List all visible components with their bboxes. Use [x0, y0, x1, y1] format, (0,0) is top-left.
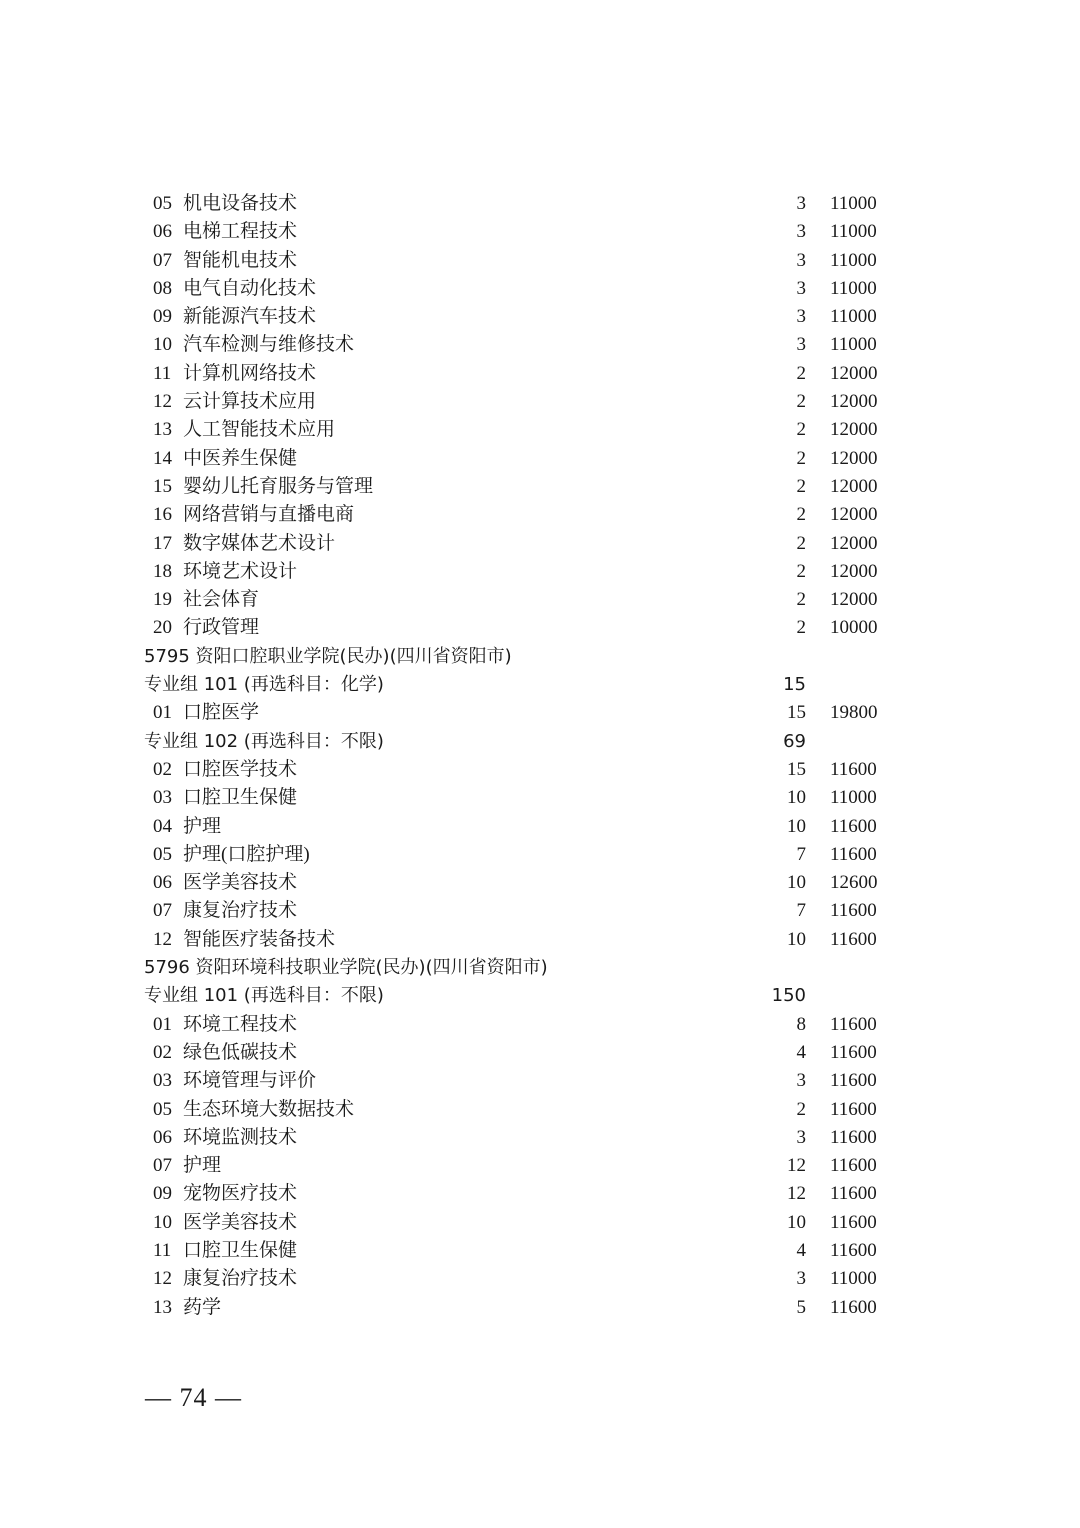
major-name: 智能医疗装备技术: [183, 928, 336, 950]
tuition-fee: 11600: [830, 1041, 877, 1063]
tuition-fee: 11600: [830, 1211, 877, 1233]
plan-count: 15: [787, 702, 806, 724]
plan-count: 3: [796, 306, 806, 328]
major-row: [0, 756, 1080, 784]
major-name: 环境艺术设计: [183, 560, 298, 582]
major-row: [0, 813, 1080, 841]
major-name: 医学美容技术: [183, 1211, 298, 1233]
major-code: 06: [153, 1126, 172, 1148]
major-name: 机电设备技术: [183, 193, 298, 214]
tuition-fee: 11600: [830, 1098, 877, 1120]
major-name: 生态环境大数据技术: [183, 1098, 355, 1120]
tuition-fee: 11000: [830, 277, 877, 299]
tuition-fee: 12000: [830, 447, 878, 469]
major-group-heading: [0, 671, 1080, 699]
plan-count: 2: [796, 419, 806, 441]
major-code: 20: [153, 617, 172, 639]
major-name: 环境管理与评价: [183, 1070, 317, 1092]
major-row: [0, 1096, 1080, 1124]
group-name: 专业组 101 (再选科目：不限): [144, 985, 384, 1007]
school-heading: [0, 954, 1080, 982]
major-code: 10: [153, 334, 172, 356]
major-row: [0, 190, 1080, 218]
group-plan-total: 69: [783, 730, 806, 752]
major-row: [0, 1152, 1080, 1180]
plan-count: 10: [787, 928, 806, 950]
plan-count: 4: [796, 1239, 806, 1261]
major-name: 新能源汽车技术: [183, 306, 317, 328]
plan-count: 2: [796, 532, 806, 554]
tuition-fee: 12000: [830, 504, 878, 526]
major-code: 05: [153, 843, 172, 865]
major-name: 药学: [183, 1296, 222, 1318]
major-name: 护理: [183, 815, 222, 837]
major-code: 17: [153, 532, 172, 554]
major-row: [0, 247, 1080, 275]
major-name: 医学美容技术: [183, 872, 298, 894]
plan-count: 3: [796, 249, 806, 271]
tuition-fee: 11600: [830, 1126, 877, 1148]
major-row: [0, 1180, 1080, 1208]
major-code: 15: [153, 475, 172, 497]
plan-count: 10: [787, 1211, 806, 1233]
major-row: [0, 869, 1080, 897]
plan-count: 10: [787, 872, 806, 894]
major-name: 康复治疗技术: [183, 1268, 298, 1290]
major-code: 03: [153, 787, 172, 809]
major-name: 电气自动化技术: [183, 277, 317, 299]
major-code: 09: [153, 1183, 172, 1205]
major-row: [0, 926, 1080, 954]
major-name: 环境工程技术: [183, 1013, 298, 1035]
major-name: 智能机电技术: [183, 249, 298, 271]
plan-count: 4: [796, 1041, 806, 1063]
plan-count: 12: [787, 1155, 806, 1177]
tuition-fee: 10000: [830, 617, 878, 639]
major-row: [0, 1265, 1080, 1293]
major-name: 数字媒体艺术设计: [183, 532, 336, 554]
tuition-fee: 11000: [830, 306, 877, 328]
plan-count: 2: [796, 560, 806, 582]
tuition-fee: 12000: [830, 589, 878, 611]
major-row: [0, 1209, 1080, 1237]
school-heading: [0, 643, 1080, 671]
major-name: 口腔卫生保健: [183, 1239, 298, 1261]
tuition-fee: 12000: [830, 419, 878, 441]
group-name: 专业组 101 (再选科目：化学): [144, 674, 384, 696]
plan-count: 3: [796, 1126, 806, 1148]
tuition-fee: 11600: [830, 900, 877, 922]
major-row: [0, 897, 1080, 925]
page-number: — 74 —: [145, 1383, 242, 1412]
plan-count: 3: [796, 193, 806, 214]
major-group-heading: [0, 982, 1080, 1010]
tuition-fee: 11600: [830, 1013, 877, 1035]
group-plan-total: 150: [771, 985, 806, 1007]
major-code: 06: [153, 872, 172, 894]
major-code: 10: [153, 1211, 172, 1233]
tuition-fee: 12000: [830, 362, 878, 384]
major-row: [0, 1237, 1080, 1265]
major-row: [0, 530, 1080, 558]
major-name: 社会体育: [183, 589, 260, 611]
major-row: [0, 501, 1080, 529]
major-group-heading: [0, 728, 1080, 756]
plan-count: 2: [796, 475, 806, 497]
major-name: 宠物医疗技术: [183, 1183, 298, 1205]
major-row: [0, 784, 1080, 812]
major-name: 人工智能技术应用: [183, 419, 336, 441]
major-row: [0, 1011, 1080, 1039]
major-name: 汽车检测与维修技术: [183, 334, 355, 356]
school-name: 5796 资阳环境科技职业学院(民办)(四川省资阳市): [144, 957, 548, 979]
tuition-fee: 11600: [830, 1239, 877, 1261]
major-row: [0, 416, 1080, 444]
major-code: 02: [153, 758, 172, 780]
plan-count: 7: [796, 843, 806, 865]
tuition-fee: 12000: [830, 391, 878, 413]
plan-count: 3: [796, 334, 806, 356]
major-code: 12: [153, 391, 172, 413]
major-name: 口腔医学技术: [183, 758, 298, 780]
tuition-fee: 11600: [830, 928, 877, 950]
major-row: [0, 218, 1080, 246]
major-code: 09: [153, 306, 172, 328]
major-row: [0, 1067, 1080, 1095]
major-name: 环境监测技术: [183, 1126, 298, 1148]
major-code: 12: [153, 1268, 172, 1290]
plan-count: 15: [787, 758, 806, 780]
major-row: [0, 614, 1080, 642]
major-name: 计算机网络技术: [183, 362, 317, 384]
major-name: 护理(口腔护理): [183, 843, 310, 865]
plan-count: 2: [796, 589, 806, 611]
major-name: 护理: [183, 1155, 222, 1177]
major-row: [0, 841, 1080, 869]
plan-count: 2: [796, 362, 806, 384]
major-code: 16: [153, 504, 172, 526]
group-name: 专业组 102 (再选科目：不限): [144, 730, 384, 752]
major-row: [0, 331, 1080, 359]
major-code: 18: [153, 560, 172, 582]
tuition-fee: 11000: [830, 787, 877, 809]
major-code: 06: [153, 221, 172, 243]
major-row: [0, 303, 1080, 331]
tuition-fee: 11000: [830, 249, 877, 271]
major-name: 绿色低碳技术: [183, 1041, 298, 1063]
tuition-fee: 11600: [830, 843, 877, 865]
major-code: 13: [153, 419, 172, 441]
major-row: [0, 360, 1080, 388]
tuition-fee: 12000: [830, 560, 878, 582]
major-code: 02: [153, 1041, 172, 1063]
plan-count: 10: [787, 815, 806, 837]
tuition-fee: 11600: [830, 1155, 877, 1177]
plan-count: 12: [787, 1183, 806, 1205]
group-plan-total: 15: [783, 674, 806, 696]
major-row: [0, 275, 1080, 303]
tuition-fee: 12600: [830, 872, 878, 894]
major-name: 网络营销与直播电商: [183, 504, 355, 526]
plan-count: 2: [796, 617, 806, 639]
tuition-fee: 11600: [830, 815, 877, 837]
major-code: 03: [153, 1070, 172, 1092]
major-name: 云计算技术应用: [183, 391, 317, 413]
tuition-fee: 11000: [830, 221, 877, 243]
tuition-fee: 11000: [830, 334, 877, 356]
plan-count: 5: [796, 1296, 806, 1318]
plan-count: 7: [796, 900, 806, 922]
enrollment-plan-table: [0, 190, 1080, 1322]
major-row: [0, 388, 1080, 416]
plan-count: 2: [796, 447, 806, 469]
major-row: [0, 1039, 1080, 1067]
major-code: 01: [153, 702, 172, 724]
tuition-fee: 11600: [830, 1296, 877, 1318]
major-code: 05: [153, 1098, 172, 1120]
major-row: [0, 473, 1080, 501]
major-row: [0, 699, 1080, 727]
major-code: 07: [153, 1155, 172, 1177]
major-name: 行政管理: [183, 617, 260, 639]
plan-count: 2: [796, 1098, 806, 1120]
major-code: 19: [153, 589, 172, 611]
major-code: 04: [153, 815, 172, 837]
major-row: [0, 558, 1080, 586]
plan-count: 3: [796, 277, 806, 299]
major-code: 07: [153, 900, 172, 922]
major-name: 中医养生保健: [183, 447, 298, 469]
tuition-fee: 11000: [830, 1268, 877, 1290]
plan-count: 3: [796, 1070, 806, 1092]
major-name: 康复治疗技术: [183, 900, 298, 922]
tuition-fee: 11000: [830, 193, 877, 214]
plan-count: 2: [796, 504, 806, 526]
tuition-fee: 19800: [830, 702, 878, 724]
plan-count: 3: [796, 1268, 806, 1290]
major-code: 07: [153, 249, 172, 271]
plan-count: 2: [796, 391, 806, 413]
major-row: [0, 445, 1080, 473]
plan-count: 8: [796, 1013, 806, 1035]
major-name: 口腔卫生保健: [183, 787, 298, 809]
major-code: 05: [153, 193, 172, 214]
major-row: [0, 1294, 1080, 1322]
major-name: 口腔医学: [183, 702, 260, 724]
plan-count: 10: [787, 787, 806, 809]
major-code: 12: [153, 928, 172, 950]
tuition-fee: 11600: [830, 758, 877, 780]
major-code: 14: [153, 447, 172, 469]
tuition-fee: 11600: [830, 1183, 877, 1205]
major-code: 08: [153, 277, 172, 299]
tuition-fee: 12000: [830, 475, 878, 497]
major-name: 电梯工程技术: [183, 221, 298, 243]
tuition-fee: 11600: [830, 1070, 877, 1092]
major-code: 11: [153, 362, 172, 384]
plan-count: 3: [796, 221, 806, 243]
major-name: 婴幼儿托育服务与管理: [183, 475, 374, 497]
school-name: 5795 资阳口腔职业学院(民办)(四川省资阳市): [144, 645, 512, 667]
major-row: [0, 586, 1080, 614]
tuition-fee: 12000: [830, 532, 878, 554]
major-code: 11: [153, 1239, 172, 1261]
major-code: 13: [153, 1296, 172, 1318]
major-row: [0, 1124, 1080, 1152]
major-code: 01: [153, 1013, 172, 1035]
